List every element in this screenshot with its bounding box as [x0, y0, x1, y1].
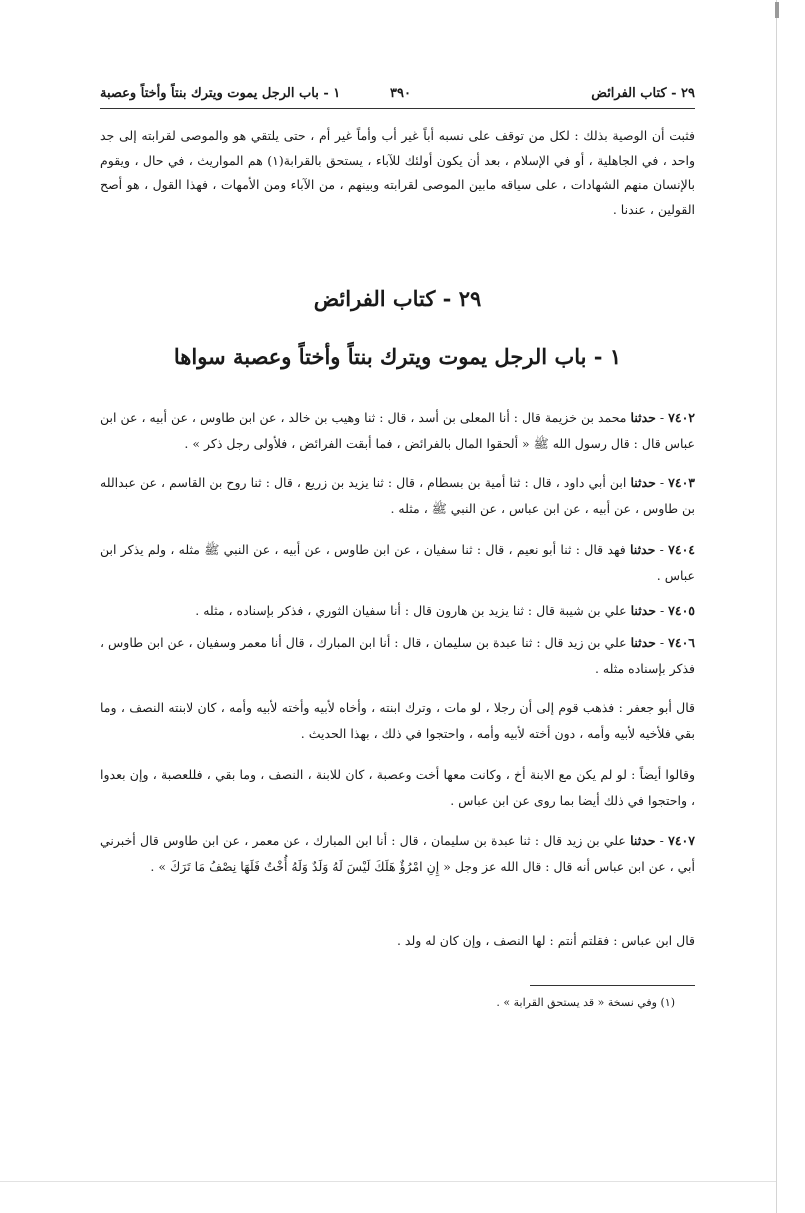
- scan-mark: [775, 2, 779, 18]
- hadith-number: ٧٤٠٦: [668, 635, 696, 650]
- hadith-text: ابن أبي داود ، قال : ثنا أمية بن بسطام ، قال : ثنا يزيد بن زريع ، قال : ثنا روح بن القاسم ، عن عبدالله بن طاوس ، عن أبيه ، عن ابن عباس ، عن النبي ﷺ ، مثله .: [100, 475, 695, 516]
- hadith-entry: ٧٤٠٧ - حدثنا علي بن زيد قال : ثنا عبدة بن سليمان ، قال : أنا ابن المبارك ، عن معمر ، عن ابن طاوس قال أخبرني أبي ، عن ابن عباس أنه قال : قال الله عز وجل « إِنِ امْرُؤٌ هَلَكَ لَيْسَ لَهُ وَلَدٌ وَلَهُ أُخْتٌ فَلَهَا نِصْفُ مَا تَرَكَ » .: [100, 833, 695, 874]
- running-header: [100, 86, 695, 108]
- hadith-keyword: حدثنا: [630, 603, 656, 618]
- intro-paragraph: فثبت أن الوصية بذلك : لكل من توقف على نسبه أباً غير أب وأماً غير أم ، حتى يلتقي هو والموصى لقرابته إلى جد واحد ، في الجاهلية ، أو في الإسلام ، بعد أن يكون أولئك للآباء ، يستحق بالقرابة(١) هم المواريث ، في حال ، ويقوم بالإنسان منهم الشهادات ، على سياقه مابين الموصى لقرابته وبينهم ، من الآباء ومن الأمهات ، فهذا القول ، هو أصح القولين ، عندنا .: [100, 128, 695, 217]
- page-number: ٣٩٠: [390, 86, 411, 101]
- hadith-entry: ٧٤٠٣ - حدثنا ابن أبي داود ، قال : ثنا أمية بن بسطام ، قال : ثنا يزيد بن زريع ، قال : ثنا روح بن القاسم ، عن عبدالله بن طاوس ، عن أبيه ، عن ابن عباس ، عن النبي ﷺ ، مثله .: [100, 475, 696, 516]
- header-book-title: ٢٩ - كتاب الفرائض: [591, 86, 695, 101]
- hadith-keyword: حدثنا: [630, 833, 656, 848]
- hadith-text: علي بن زيد قال : ثنا عبدة بن سليمان ، قال : أنا ابن المبارك ، قال أنا معمر وسفيان ، عن ابن طاوس ، فذكر بإسناده مثله .: [100, 635, 695, 676]
- book-title: ٢٩ - كتاب الفرائض: [313, 286, 482, 311]
- hadith-number: ٧٤٠٤: [668, 542, 695, 557]
- footnote: (١) وفي نسخة « قد يستحق القرابة » .: [496, 996, 675, 1009]
- page-edge: [776, 0, 777, 1213]
- hadith-keyword: حدثنا: [629, 542, 656, 557]
- scan-bottom-edge: [0, 1181, 776, 1182]
- hadith-number: ٧٤٠٥: [668, 603, 695, 618]
- footnote-divider: [530, 985, 695, 986]
- hadith-entry: ٧٤٠٥ - حدثنا علي بن شيبة قال : ثنا يزيد بن هارون قال : أنا سفيان الثوري ، فذكر بإسناده ، مثله .: [195, 603, 695, 618]
- hadith-entry: ٧٤٠٤ - حدثنا فهد قال : ثنا أبو نعيم ، قال : ثنا سفيان ، عن ابن طاوس ، عن أبيه ، عن النبي ﷺ مثله ، ولم يذكر ابن عباس .: [100, 542, 695, 583]
- hadith-entry: ٧٤٠٢ - حدثنا محمد بن خزيمة قال : أنا المعلى بن أسد ، قال : ثنا وهيب بن خالد ، عن ابن طاوس ، عن أبيه ، عن ابن عباس قال : قال رسول الله ﷺ « ألحقوا المال بالفرائض ، فما أبقت الفرائض ، فلأولى رجل ذكر » .: [100, 410, 695, 451]
- hadith-entry: ٧٤٠٦ - حدثنا علي بن زيد قال : ثنا عبدة بن سليمان ، قال : أنا ابن المبارك ، قال أنا معمر وسفيان ، عن ابن طاوس ، فذكر بإسناده مثله .: [100, 635, 696, 676]
- hadith-number: ٧٤٠٣: [668, 475, 696, 490]
- hadith-text: علي بن شيبة قال : ثنا يزيد بن هارون قال : أنا سفيان الثوري ، فذكر بإسناده ، مثله .: [195, 603, 627, 618]
- commentary-paragraph: قال ابن عباس : فقلتم أنتم : لها النصف ، وإن كان له ولد .: [396, 933, 695, 948]
- commentary-paragraph: قال أبو جعفر : فذهب قوم إلى أن رجلا ، لو مات ، وترك ابنته ، وأخاه لأبيه وأخته لأبيه وأمه ، كان لابنته النصف ، وما بقي فلأخيه لأبيه وأمه ، دون أخته لأبيه وأمه ، واحتجوا في ذلك ، بهذا الحديث .: [100, 700, 695, 741]
- hadith-text: محمد بن خزيمة قال : أنا المعلى بن أسد ، قال : ثنا وهيب بن خالد ، عن ابن طاوس ، عن أبيه ، عن ابن عباس قال : قال رسول الله ﷺ « ألحقوا المال بالفرائض ، فما أبقت الفرائض ، فلأولى رجل ذكر » .: [100, 410, 695, 451]
- hadith-number: ٧٤٠٢: [668, 410, 695, 425]
- hadith-keyword: حدثنا: [630, 410, 656, 425]
- hadith-keyword: حدثنا: [630, 635, 656, 650]
- header-chapter-title: ١ - باب الرجل يموت ويترك بنتاً وأختاً وعصبة: [100, 86, 341, 101]
- header-divider: [100, 108, 695, 109]
- commentary-paragraph: وقالوا أيضاً : لو لم يكن مع الابنة أخ ، وكانت معها أخت وعصبة ، كان للابنة ، النصف ، وما بقي ، فللعصبة ، وإن بعدوا ، واحتجوا في ذلك أيضا بما روى عن ابن عباس .: [100, 767, 695, 808]
- hadith-number: ٧٤٠٧: [668, 833, 695, 848]
- hadith-text: علي بن زيد قال : ثنا عبدة بن سليمان ، قال : أنا ابن المبارك ، عن معمر ، عن ابن طاوس قال أخبرني أبي ، عن ابن عباس أنه قال : قال الله عز وجل « إِنِ امْرُؤٌ هَلَكَ لَيْسَ لَهُ وَلَدٌ وَلَهُ أُخْتٌ فَلَهَا نِصْفُ مَا تَرَكَ » .: [100, 833, 695, 874]
- hadith-text: فهد قال : ثنا أبو نعيم ، قال : ثنا سفيان ، عن ابن طاوس ، عن أبيه ، عن النبي ﷺ مثله ، ولم يذكر ابن عباس .: [100, 542, 695, 583]
- chapter-title: ١ - باب الرجل يموت ويترك بنتاً وأختاً وعصبة سواها: [173, 344, 622, 369]
- hadith-keyword: حدثنا: [630, 475, 656, 490]
